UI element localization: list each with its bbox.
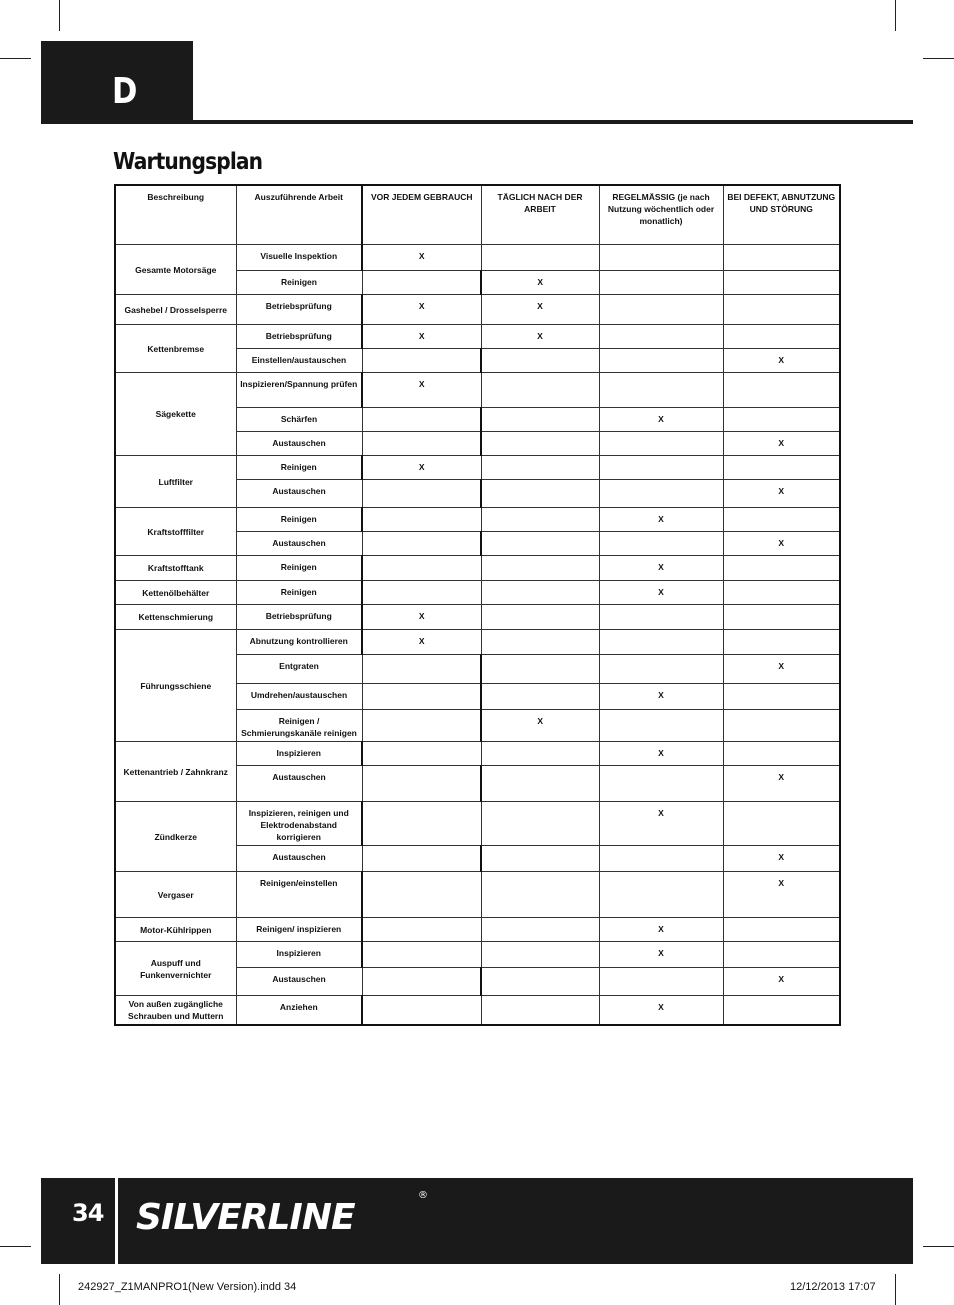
table-row — [115, 802, 840, 846]
interval-mark-cell: X — [723, 968, 840, 996]
table-row — [115, 508, 840, 532]
task-cell: Reinigen — [236, 271, 362, 295]
interval-mark-cell — [362, 918, 481, 942]
interval-mark-cell — [599, 532, 723, 556]
interval-mark-cell: X — [723, 655, 840, 684]
interval-mark-cell — [362, 271, 481, 295]
interval-mark-cell: X — [723, 846, 840, 872]
task-cell: Austauschen — [236, 766, 362, 802]
interval-mark-cell: X — [362, 456, 481, 480]
interval-mark-cell: X — [723, 480, 840, 508]
column-header-regularly: REGELMÄSSIG (je nach Nutzung wöchentlich oder monatlich) — [599, 185, 723, 245]
task-cell: Einstellen/austauschen — [236, 349, 362, 373]
task-cell: Reinigen/einstellen — [236, 872, 362, 918]
interval-mark-cell: X — [599, 581, 723, 605]
interval-mark-cell: X — [723, 766, 840, 802]
task-cell: Inspizieren — [236, 742, 362, 766]
interval-mark-cell — [481, 655, 599, 684]
interval-mark-cell — [481, 432, 599, 456]
task-cell: Reinigen — [236, 581, 362, 605]
interval-mark-cell — [723, 325, 840, 349]
part-cell: Kettenölbehälter — [115, 581, 236, 605]
interval-mark-cell — [599, 766, 723, 802]
task-cell: Betriebsprüfung — [236, 325, 362, 349]
interval-mark-cell — [599, 872, 723, 918]
silverline-logo — [128, 1182, 428, 1242]
interval-mark-cell: X — [599, 942, 723, 968]
part-cell: Gesamte Motorsäge — [115, 245, 236, 295]
interval-mark-cell: X — [723, 872, 840, 918]
interval-mark-cell — [481, 684, 599, 710]
table-body — [115, 245, 840, 1026]
interval-mark-cell — [599, 271, 723, 295]
page-number: 34 — [72, 1199, 104, 1227]
crop-mark — [59, 0, 60, 31]
page-title: Wartungsplan — [113, 149, 263, 175]
interval-mark-cell — [481, 556, 599, 581]
interval-mark-cell — [723, 581, 840, 605]
interval-mark-cell — [481, 872, 599, 918]
part-cell: Kraftstofftank — [115, 556, 236, 581]
header-rule — [41, 120, 913, 124]
interval-mark-cell — [599, 373, 723, 408]
part-cell: Kettenbremse — [115, 325, 236, 373]
interval-mark-cell — [481, 918, 599, 942]
table-row — [115, 996, 840, 1026]
task-cell: Austauschen — [236, 480, 362, 508]
interval-mark-cell — [362, 872, 481, 918]
column-header-description: Beschreibung — [115, 185, 236, 245]
interval-mark-cell: X — [599, 918, 723, 942]
table-row — [115, 942, 840, 968]
task-cell: Inspizieren, reinigen und Elektrodenabstand korrigieren — [236, 802, 362, 846]
interval-mark-cell — [599, 605, 723, 630]
crop-mark — [59, 1274, 60, 1305]
interval-mark-cell — [362, 581, 481, 605]
column-header-on-defect: BEI DEFEKT, ABNUTZUNG UND STÖRUNG — [723, 185, 840, 245]
interval-mark-cell — [362, 802, 481, 846]
registered-mark: ® — [418, 1190, 428, 1201]
interval-mark-cell — [481, 245, 599, 271]
interval-mark-cell — [362, 556, 481, 581]
interval-mark-cell — [362, 846, 481, 872]
part-cell: Vergaser — [115, 872, 236, 918]
interval-mark-cell — [599, 432, 723, 456]
table-row — [115, 581, 840, 605]
interval-mark-cell: X — [599, 802, 723, 846]
task-cell: Betriebsprüfung — [236, 605, 362, 630]
interval-mark-cell — [723, 942, 840, 968]
interval-mark-cell: X — [599, 556, 723, 581]
task-cell: Schärfen — [236, 408, 362, 432]
interval-mark-cell — [723, 456, 840, 480]
column-header-daily: TÄGLICH NACH DER ARBEIT — [481, 185, 599, 245]
table-row — [115, 245, 840, 271]
interval-mark-cell — [599, 655, 723, 684]
interval-mark-cell: X — [362, 605, 481, 630]
interval-mark-cell — [481, 630, 599, 655]
part-cell: Zündkerze — [115, 802, 236, 872]
task-cell: Reinigen / Schmierungskanäle reinigen — [236, 710, 362, 742]
crop-mark — [0, 1246, 31, 1247]
task-cell: Reinigen — [236, 456, 362, 480]
interval-mark-cell — [723, 508, 840, 532]
interval-mark-cell — [362, 710, 481, 742]
interval-mark-cell — [362, 684, 481, 710]
interval-mark-cell — [481, 605, 599, 630]
task-cell: Entgraten — [236, 655, 362, 684]
interval-mark-cell — [362, 742, 481, 766]
interval-mark-cell — [599, 349, 723, 373]
interval-mark-cell — [481, 802, 599, 846]
part-cell: Motor-Kühlrippen — [115, 918, 236, 942]
interval-mark-cell — [481, 996, 599, 1026]
task-cell: Betriebsprüfung — [236, 295, 362, 325]
interval-mark-cell — [362, 655, 481, 684]
task-cell: Inspizieren/Spannung prüfen — [236, 373, 362, 408]
interval-mark-cell: X — [723, 349, 840, 373]
interval-mark-cell: X — [481, 295, 599, 325]
interval-mark-cell: X — [599, 742, 723, 766]
interval-mark-cell — [723, 245, 840, 271]
column-header-before-each-use: VOR JEDEM GEBRAUCH — [362, 185, 481, 245]
crop-mark — [923, 58, 954, 59]
table-row — [115, 295, 840, 325]
interval-mark-cell: X — [481, 271, 599, 295]
interval-mark-cell: X — [362, 295, 481, 325]
task-cell: Umdrehen/austauschen — [236, 684, 362, 710]
interval-mark-cell: X — [481, 325, 599, 349]
interval-mark-cell — [481, 480, 599, 508]
task-cell: Austauschen — [236, 432, 362, 456]
task-cell: Reinigen — [236, 556, 362, 581]
part-cell: Luftfilter — [115, 456, 236, 508]
table-row — [115, 456, 840, 480]
interval-mark-cell: X — [723, 532, 840, 556]
print-info-date: 12/12/2013 17:07 — [790, 1281, 876, 1293]
part-cell: Kettenantrieb / Zahnkranz — [115, 742, 236, 802]
print-info-file: 242927_Z1MANPRO1(New Version).indd 34 — [78, 1281, 297, 1293]
table-header-row — [115, 185, 840, 245]
interval-mark-cell — [723, 710, 840, 742]
footer-divider — [115, 1178, 118, 1264]
table-row — [115, 918, 840, 942]
interval-mark-cell: X — [362, 373, 481, 408]
interval-mark-cell — [723, 630, 840, 655]
interval-mark-cell — [599, 325, 723, 349]
interval-mark-cell — [723, 918, 840, 942]
interval-mark-cell — [362, 408, 481, 432]
part-cell: Auspuff und Funkenvernichter — [115, 942, 236, 996]
interval-mark-cell — [362, 480, 481, 508]
interval-mark-cell — [723, 295, 840, 325]
crop-mark — [0, 58, 31, 59]
interval-mark-cell — [362, 996, 481, 1026]
task-cell: Anziehen — [236, 996, 362, 1026]
interval-mark-cell — [481, 373, 599, 408]
interval-mark-cell — [599, 480, 723, 508]
interval-mark-cell — [481, 349, 599, 373]
interval-mark-cell: X — [599, 996, 723, 1026]
part-cell: Gashebel / Drosselsperre — [115, 295, 236, 325]
language-letter: D — [112, 71, 137, 112]
crop-mark — [923, 1246, 954, 1247]
interval-mark-cell — [599, 630, 723, 655]
interval-mark-cell — [481, 532, 599, 556]
crop-mark — [895, 1274, 896, 1305]
part-cell: Von außen zugängliche Schrauben und Muttern — [115, 996, 236, 1026]
task-cell: Austauschen — [236, 846, 362, 872]
task-cell: Visuelle Inspektion — [236, 245, 362, 271]
interval-mark-cell — [481, 456, 599, 480]
interval-mark-cell — [362, 432, 481, 456]
task-cell: Inspizieren — [236, 942, 362, 968]
interval-mark-cell — [599, 295, 723, 325]
interval-mark-cell: X — [362, 630, 481, 655]
interval-mark-cell — [723, 271, 840, 295]
interval-mark-cell — [723, 802, 840, 846]
interval-mark-cell — [599, 846, 723, 872]
interval-mark-cell: X — [723, 432, 840, 456]
column-header-task: Auszuführende Arbeit — [236, 185, 362, 245]
interval-mark-cell — [481, 408, 599, 432]
table-row — [115, 325, 840, 349]
task-cell: Austauschen — [236, 968, 362, 996]
interval-mark-cell: X — [599, 684, 723, 710]
task-cell: Reinigen/ inspizieren — [236, 918, 362, 942]
part-cell: Kraftstofffilter — [115, 508, 236, 556]
interval-mark-cell — [362, 508, 481, 532]
interval-mark-cell — [599, 710, 723, 742]
interval-mark-cell — [723, 605, 840, 630]
table-row — [115, 605, 840, 630]
interval-mark-cell: X — [599, 508, 723, 532]
table-row — [115, 556, 840, 581]
brand-wordmark: SILVERLINE — [136, 1197, 355, 1238]
table-row — [115, 630, 840, 655]
interval-mark-cell — [723, 556, 840, 581]
interval-mark-cell — [481, 742, 599, 766]
interval-mark-cell — [723, 373, 840, 408]
interval-mark-cell — [723, 996, 840, 1026]
interval-mark-cell — [362, 349, 481, 373]
interval-mark-cell: X — [481, 710, 599, 742]
interval-mark-cell — [481, 766, 599, 802]
maintenance-table — [114, 184, 841, 1026]
interval-mark-cell — [362, 766, 481, 802]
interval-mark-cell — [481, 508, 599, 532]
interval-mark-cell — [481, 846, 599, 872]
interval-mark-cell — [481, 968, 599, 996]
interval-mark-cell: X — [362, 325, 481, 349]
interval-mark-cell — [362, 942, 481, 968]
interval-mark-cell — [362, 532, 481, 556]
interval-mark-cell — [599, 245, 723, 271]
table-row — [115, 373, 840, 408]
interval-mark-cell: X — [599, 408, 723, 432]
table-row — [115, 872, 840, 918]
interval-mark-cell: X — [362, 245, 481, 271]
interval-mark-cell — [599, 456, 723, 480]
interval-mark-cell — [599, 968, 723, 996]
interval-mark-cell — [723, 684, 840, 710]
interval-mark-cell — [481, 942, 599, 968]
task-cell: Reinigen — [236, 508, 362, 532]
task-cell: Austauschen — [236, 532, 362, 556]
interval-mark-cell — [481, 581, 599, 605]
part-cell: Kettenschmierung — [115, 605, 236, 630]
task-cell: Abnutzung kontrollieren — [236, 630, 362, 655]
interval-mark-cell — [723, 408, 840, 432]
interval-mark-cell — [723, 742, 840, 766]
crop-mark — [895, 0, 896, 31]
part-cell: Führungsschiene — [115, 630, 236, 742]
interval-mark-cell — [362, 968, 481, 996]
table-row — [115, 742, 840, 766]
part-cell: Sägekette — [115, 373, 236, 456]
